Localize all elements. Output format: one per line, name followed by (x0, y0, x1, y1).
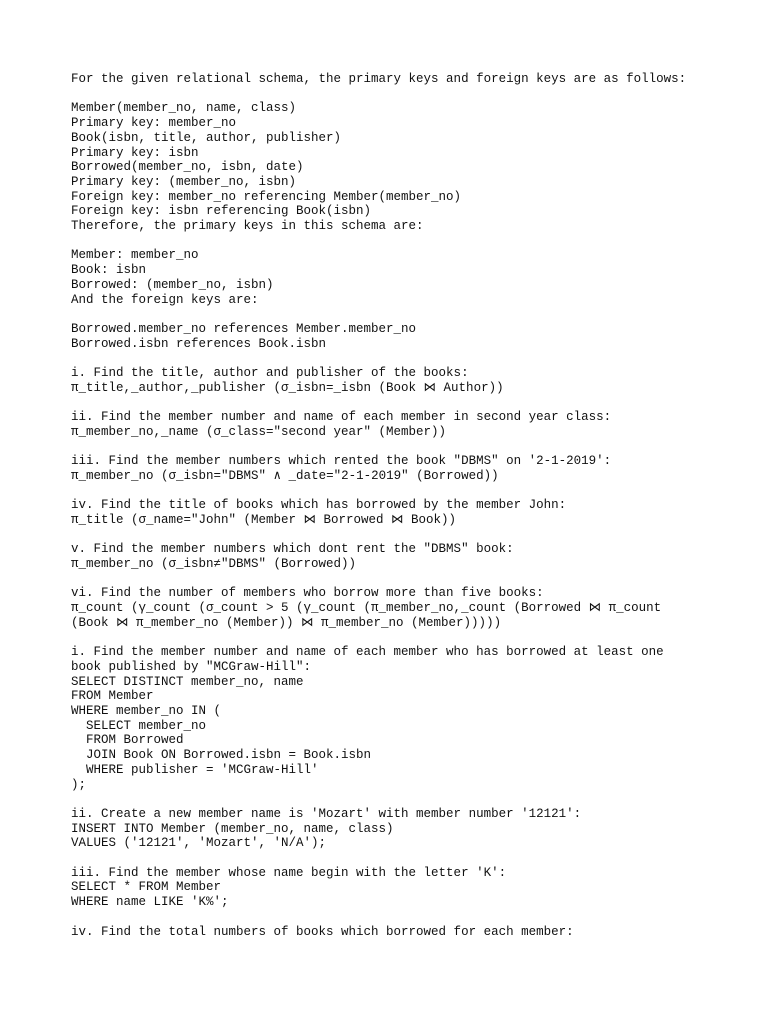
text-line: Foreign key: isbn referencing Book(isbn) (71, 204, 372, 219)
text-line: π_count (γ_count (σ_count > 5 (γ_count (π_member_no,_count (Borrowed ⋈ π_count (71, 601, 662, 616)
text-line: Book(isbn, title, author, publisher) (71, 130, 342, 145)
text-line: Primary key: (member_no, isbn) (71, 174, 297, 189)
text-line: iv. Find the title of books which has borrowed by the member John: (71, 498, 567, 513)
text-line: i. Find the member number and name of each member who has borrowed at least one (71, 645, 664, 660)
text-paragraph (71, 645, 731, 792)
text-line: Borrowed(member_no, isbn, date) (71, 160, 304, 175)
text-line: Primary key: member_no (71, 116, 237, 131)
text-line: For the given relational schema, the primary keys and foreign keys are as follows: (71, 72, 687, 86)
text-line: Primary key: isbn (71, 145, 199, 160)
text-paragraph (71, 498, 731, 527)
text-line: Foreign key: member_no referencing Member(member_no) (71, 189, 462, 204)
text-line: π_member_no (σ_isbn="DBMS" ∧ _date="2-1-2019" (Borrowed)) (71, 468, 499, 483)
text-line: ii. Create a new member name is 'Mozart' with member number '12121': (71, 806, 582, 821)
text-paragraph (71, 807, 731, 851)
text-line: π_member_no,_name (σ_class="second year" (Member)) (71, 424, 447, 439)
text-paragraph (71, 366, 731, 395)
text-line: And the foreign keys are: (71, 292, 259, 307)
text-line: Borrowed.member_no references Member.member_no (71, 321, 417, 336)
text-line: Borrowed.isbn references Book.isbn (71, 336, 327, 351)
text-line: SELECT DISTINCT member_no, name (71, 674, 304, 689)
text-paragraph (71, 410, 731, 439)
text-line: vi. Find the number of members who borrow more than five books: (71, 586, 544, 601)
text-paragraph (71, 586, 731, 630)
text-line: Member(member_no, name, class) (71, 101, 297, 116)
text-line: VALUES ('12121', 'Mozart', 'N/A'); (71, 836, 327, 851)
text-paragraph (71, 866, 731, 910)
text-line: FROM Borrowed (71, 733, 184, 748)
text-line: π_title (σ_name="John" (Member ⋈ Borrowed ⋈ Book)) (71, 512, 457, 527)
text-line: Member: member_no (71, 248, 199, 263)
text-line: ii. Find the member number and name of each member in second year class: (71, 410, 612, 425)
text-paragraph (71, 454, 731, 483)
text-line: Therefore, the primary keys in this schema are: (71, 219, 424, 234)
text-line: iii. Find the member numbers which rented the book "DBMS" on '2-1-2019': (71, 454, 612, 469)
text-line: WHERE member_no IN ( (71, 704, 222, 719)
text-paragraph (71, 101, 731, 233)
text-line: Borrowed: (member_no, isbn) (71, 277, 274, 292)
text-line: π_member_no (σ_isbn≠"DBMS" (Borrowed)) (71, 557, 357, 572)
text-paragraph (71, 542, 731, 571)
text-line: JOIN Book ON Borrowed.isbn = Book.isbn (71, 748, 372, 763)
text-line: (Book ⋈ π_member_no (Member)) ⋈ π_member_no (Member))))) (71, 615, 502, 630)
text-line: book published by "MCGraw-Hill": (71, 659, 312, 674)
document-body (71, 72, 731, 954)
text-line: v. Find the member numbers which dont rent the "DBMS" book: (71, 542, 514, 557)
text-line: i. Find the title, author and publisher of the books: (71, 366, 469, 380)
text-line: INSERT INTO Member (member_no, name, class) (71, 821, 394, 836)
text-paragraph (71, 925, 731, 940)
text-line: ); (71, 777, 87, 792)
text-paragraph (71, 322, 731, 351)
text-line: iii. Find the member whose name begin with the letter 'K': (71, 865, 507, 880)
text-line: WHERE publisher = 'MCGraw-Hill' (71, 762, 319, 777)
text-line: π_title,_author,_publisher (σ_isbn=_isbn (Book ⋈ Author)) (71, 380, 504, 395)
text-paragraph (71, 248, 731, 307)
text-line: SELECT * FROM Member (71, 880, 222, 895)
text-line: Book: isbn (71, 263, 147, 278)
text-line: WHERE name LIKE 'K%'; (71, 895, 229, 910)
text-paragraph (71, 72, 731, 87)
text-line: iv. Find the total numbers of books which borrowed for each member: (71, 924, 574, 939)
text-line: SELECT member_no (71, 718, 207, 733)
text-line: FROM Member (71, 689, 154, 704)
